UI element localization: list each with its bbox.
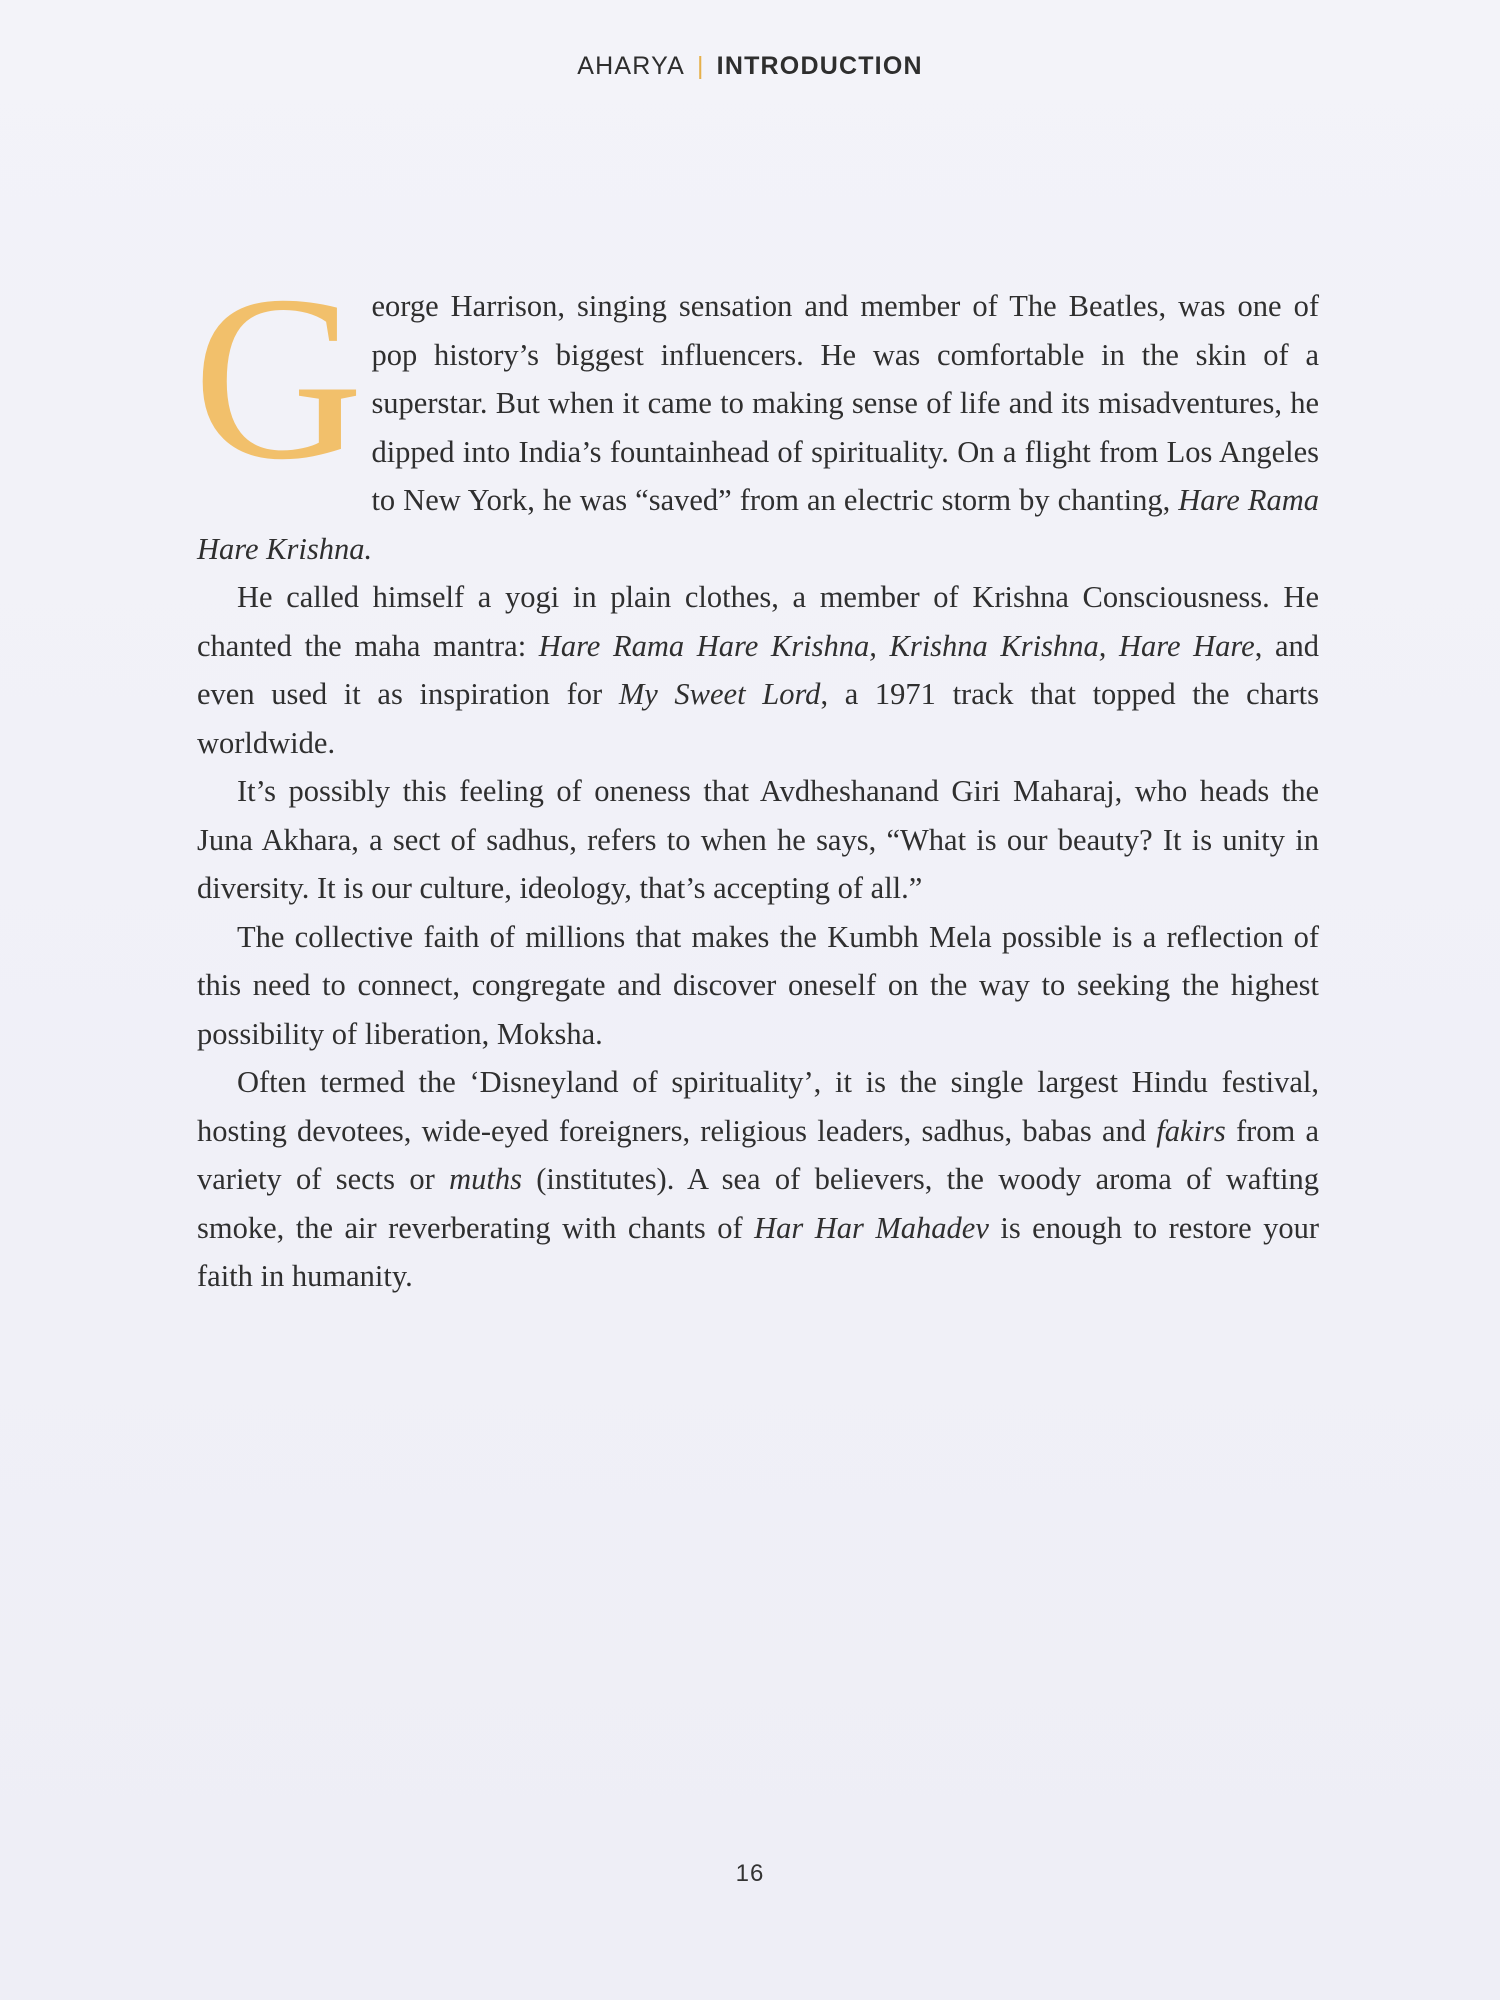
paragraph-3 bbox=[197, 767, 1319, 913]
paragraph-2-italic-song-title: My Sweet Lord bbox=[618, 677, 821, 711]
page-number: 16 bbox=[735, 1860, 765, 1887]
paragraph-2-text-b: , and even used it as inspiration for bbox=[197, 628, 1319, 711]
paragraph-4 bbox=[197, 913, 1319, 1059]
body-text bbox=[193, 248, 1320, 1301]
paragraph-2-italic-mantra: Hare Rama Hare Krishna, Krishna Krishna, Hare Hare bbox=[538, 628, 1255, 663]
paragraph-5 bbox=[197, 1058, 1319, 1301]
paragraph-2-text-c: , a 1971 track that topped the charts worldwide. bbox=[197, 677, 1320, 760]
paragraph-1 bbox=[193, 248, 1319, 573]
running-header bbox=[0, 52, 1500, 81]
paragraph-5-italic-fakirs: fakirs bbox=[1156, 1113, 1226, 1148]
header-separator: | bbox=[696, 52, 705, 80]
paragraph-3-text: It’s possibly this feeling of oneness that Avdheshanand Giri Maharaj, who heads the Juna Akhara, a sect of sadhus, refers to when he says, “What is our beauty? It is unity in diversity. It is our culture, ideology, that’s accepting of all.” bbox=[197, 774, 1319, 905]
paragraph-5-italic-muths: muths bbox=[449, 1162, 522, 1196]
paragraph-5-text-a: Often termed the ‘Disneyland of spirituality’, it is the single largest Hindu festival, hosting devotees, wide-eyed foreigners, religious leaders, sadhus, babas and bbox=[197, 1065, 1319, 1148]
paragraph-2 bbox=[197, 573, 1319, 767]
paragraph-2-text-a: He called himself a yogi in plain clothes, a member of Krishna Consciousness. He chanted the maha mantra: bbox=[197, 580, 1319, 663]
paragraph-5-text-d: is enough to restore your faith in humanity. bbox=[197, 1210, 1319, 1293]
paragraph-5-text-c: (institutes). A sea of believers, the woody aroma of wafting smoke, the air reverberating with chants of bbox=[197, 1162, 1320, 1245]
paragraph-4-text: The collective faith of millions that makes the Kumbh Mela possible is a reflection of this need to connect, congregate and discover oneself on the way to seeking the highest possibility of liberation, Moksha. bbox=[197, 919, 1319, 1051]
book-title: AHARYA bbox=[577, 52, 685, 80]
paragraph-5-italic-chant: Har Har Mahadev bbox=[754, 1210, 989, 1245]
paragraph-5-text-b: from a variety of sects or bbox=[197, 1113, 1319, 1196]
paragraph-1-text: eorge Harrison, singing sensation and member of The Beatles, was one of pop history’s biggest influencers. He was comfortable in the skin of a superstar. But when it came to making sense of life and its misadventures, he dipped into India’s fountainhead of spirituality. On a flight from Los Angeles to New York, he was “saved” from an electric storm by chanting, bbox=[371, 289, 1319, 517]
paragraph-1-italic-mantra: Hare Rama Hare Krishna. bbox=[197, 483, 1319, 566]
drop-cap: G bbox=[193, 248, 364, 509]
section-title: INTRODUCTION bbox=[716, 52, 923, 80]
